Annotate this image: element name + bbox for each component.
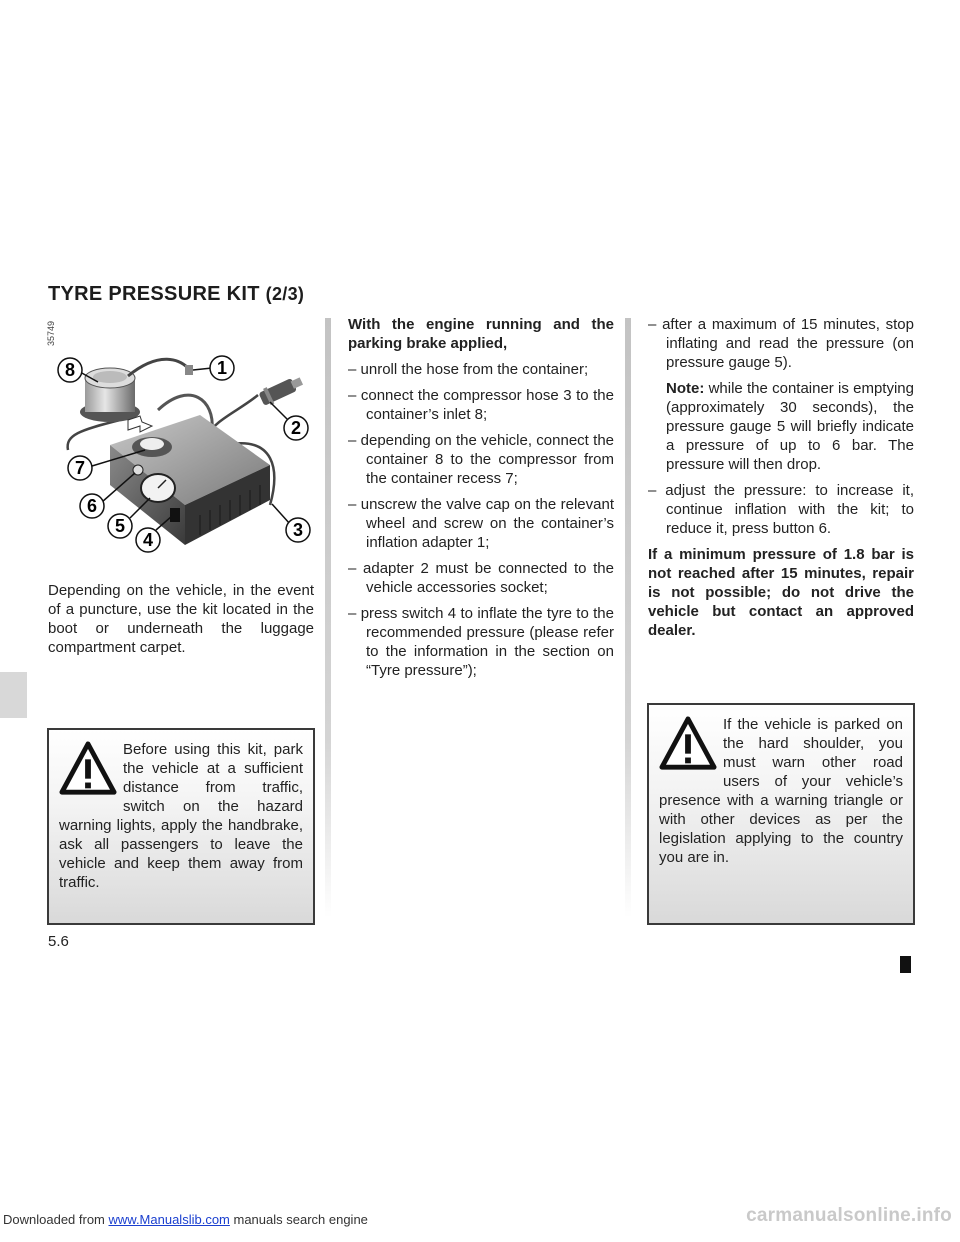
callout-5: 5 — [114, 516, 126, 536]
callout-6: 6 — [86, 496, 98, 516]
warning-box-2 — [647, 703, 915, 925]
callout-1: 1 — [216, 358, 228, 378]
note: Note: while the container is emptying (approximately 30 seconds), the pressure gauge 5 will briefly indicate a pressure of up to 6 bar. The pressure will then drop. — [666, 380, 914, 473]
instruction-item: – connect the compressor hose 3 to the container’s inlet 8; — [348, 387, 614, 423]
callout-8: 8 — [64, 360, 76, 380]
warning-triangle-icon — [659, 715, 717, 773]
page-number: 5.6 — [48, 933, 69, 950]
callout-2: 2 — [290, 418, 302, 438]
manualslib-link[interactable]: www.Manualslib.com — [108, 1212, 230, 1227]
watermark: carmanualsonline.info — [746, 1205, 952, 1226]
instruction-item: – adjust the pressure: to increase it, continue inflation with the kit; to reduce it, press button 6. — [648, 482, 914, 537]
page-title: TYRE PRESSURE KIT (2/3) — [48, 283, 305, 305]
callout-3: 3 — [292, 520, 304, 540]
tyre-kit-diagram — [40, 320, 320, 560]
recess-ring — [140, 438, 164, 450]
instruction-item: – depending on the vehicle, connect the container 8 to the compressor from the container recess 7; — [348, 432, 614, 487]
callout-4: 4 — [142, 530, 154, 550]
warning-box-1 — [47, 728, 315, 925]
callout-7: 7 — [74, 458, 86, 478]
compressor-switch — [170, 508, 180, 522]
inflation-adapter — [185, 365, 193, 375]
repair-warning: If a minimum pressure of 1.8 bar is not reached after 15 minutes, repair is not possible; do not drive the vehicle but contact an approved dealer. — [648, 546, 914, 639]
instructions-column-2 — [648, 315, 914, 647]
instruction-item: – unscrew the valve cap on the relevant wheel and screw on the container’s inflation adapter 1; — [348, 496, 614, 551]
fit-arrow-icon — [128, 416, 152, 432]
instructions-column — [348, 315, 614, 687]
warning-text-2: If the vehicle is parked on the hard shoulder, you must warn other road users of your vehicle’s presence with a warning triangle or with other devices as per the legislation applying to the country you are in. — [659, 716, 903, 866]
warning-text-1: Before using this kit, park the vehicle at a sufficient distance from traffic, switch on the hazard warning lights, apply the handbrake, ask all passengers to leave the vehicle and keep them away from traffic. — [59, 741, 303, 891]
figure-code: 35749 — [46, 320, 56, 346]
section-end-marker — [900, 956, 911, 973]
accessory-socket-plug — [258, 373, 305, 408]
download-header: Downloaded from www.Manualslib.com manuals search engine — [3, 1212, 368, 1227]
intro-text: Depending on the vehicle, in the event of a puncture, use the kit located in the boot or underneath the luggage compartment carpet. — [48, 582, 314, 656]
inflation-hose — [128, 359, 188, 376]
instruction-item: – adapter 2 must be connected to the vehicle accessories socket; — [348, 560, 614, 596]
instruction-item: – press switch 4 to inflate the tyre to the recommended pressure (please refer to the information in the section on “Tyre pressure”); — [348, 605, 614, 679]
instructions-lead: With the engine running and the parking brake applied, — [348, 316, 614, 352]
column-divider-1 — [325, 318, 331, 918]
warning-triangle-icon — [59, 740, 117, 798]
instruction-item: – after a maximum of 15 minutes, stop inflating and read the pressure (on pressure gauge 5). — [648, 316, 914, 371]
tyre-kit-illustration — [40, 320, 320, 560]
column-divider-2 — [625, 318, 631, 918]
section-tab — [0, 672, 27, 718]
instruction-item: – unroll the hose from the container; — [348, 361, 589, 378]
